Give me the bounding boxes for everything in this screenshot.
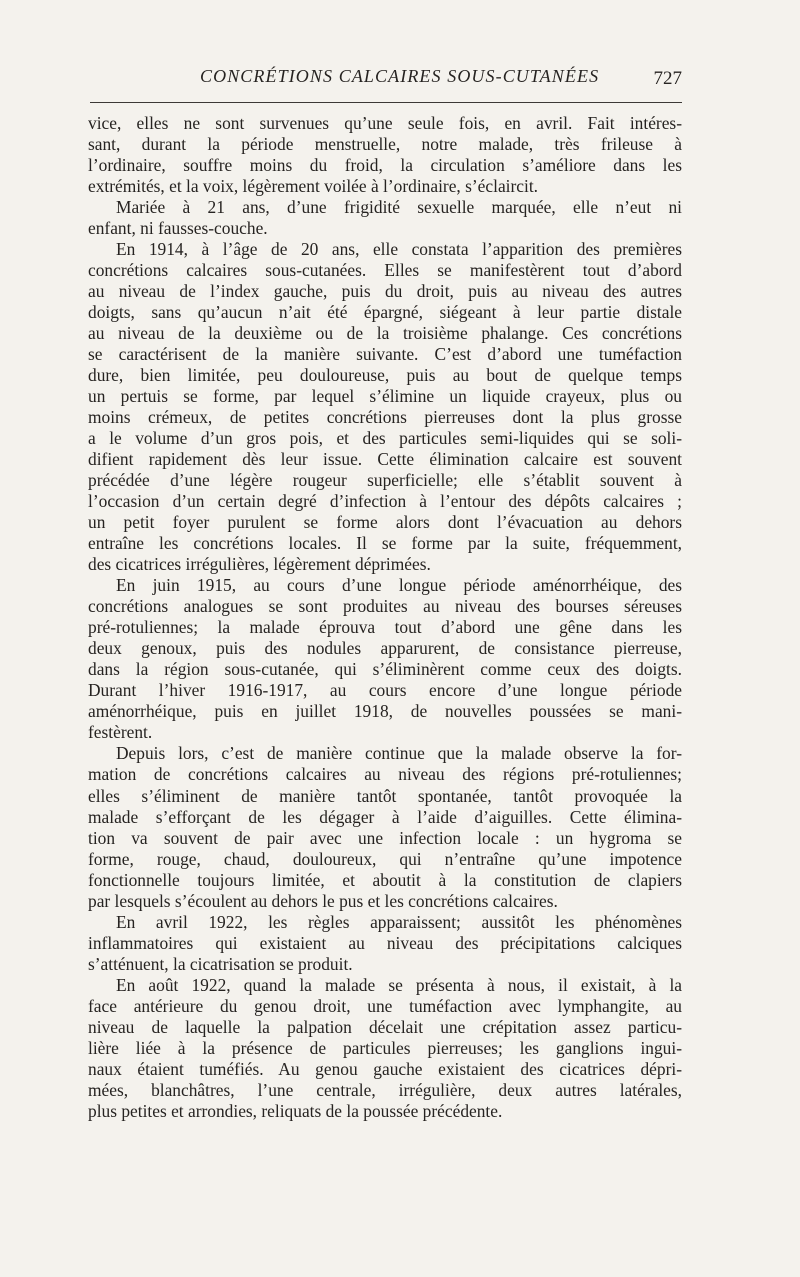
text-line: au niveau de l’index gauche, puis du droit, puis au niveau des autres xyxy=(88,281,682,302)
text-line: au niveau de la deuxième ou de la troisième phalange. Ces concrétions xyxy=(88,323,682,344)
text-line: extrémités, et la voix, légèrement voilée à l’ordinaire, s’éclaircit. xyxy=(88,176,539,197)
text-line: difient rapidement dès leur issue. Cette élimination calcaire est souvent xyxy=(88,449,682,470)
text-line: niveau de laquelle la palpation décelait une crépitation assez particu- xyxy=(88,1016,682,1037)
text-line: doigts, sans qu’aucun n’ait été épargné, siégeant à leur partie distale xyxy=(88,302,682,323)
text-line: tion va souvent de pair avec une infection locale : un hygroma se xyxy=(88,827,682,848)
text-line: par lesquels s’écoulent au dehors le pus et les concrétions calcaires. xyxy=(88,890,558,911)
text-line: sant, durant la période menstruelle, notre malade, très frileuse à xyxy=(88,134,682,155)
text-line: Durant l’hiver 1916-1917, au cours encore d’une longue période xyxy=(88,680,682,701)
text-line: Depuis lors, c’est de manière continue que la malade observe la for- xyxy=(116,743,682,764)
text-line: naux étaient tuméfiés. Au genou gauche existaient des cicatrices dépri- xyxy=(88,1058,682,1079)
text-line: inflammatoires qui existaient au niveau des précipitations calciques xyxy=(88,932,682,953)
text-line: un petit foyer purulent se forme alors dont l’évacuation au dehors xyxy=(88,512,682,533)
text-line: se caractérisent de la manière suivante. C’est d’abord une tuméfaction xyxy=(88,344,682,365)
text-line: En 1914, à l’âge de 20 ans, elle constata l’apparition des premières xyxy=(116,239,682,260)
text-line: l’ordinaire, souffre moins du froid, la circulation s’améliore dans les xyxy=(88,155,682,176)
text-line: a le volume d’un gros pois, et des particules semi-liquides qui se soli- xyxy=(88,428,682,449)
text-line: dure, bien limitée, peu douloureuse, puis au bout de quelque temps xyxy=(88,365,682,386)
text-line: mées, blanchâtres, l’une centrale, irrégulière, deux autres latérales, xyxy=(88,1079,682,1100)
text-line: En août 1922, quand la malade se présenta à nous, il existait, à la xyxy=(116,974,682,995)
text-line: deux genoux, puis des nodules apparurent, de consistance pierreuse, xyxy=(88,638,682,659)
text-line: fonctionnelle toujours limitée, et aboutit à la constitution de clapiers xyxy=(88,869,682,890)
text-line: face antérieure du genou droit, une tuméfaction avec lymphangite, au xyxy=(88,995,682,1016)
text-line: Mariée à 21 ans, d’une frigidité sexuelle marquée, elle n’eut ni xyxy=(116,197,682,218)
header-rule xyxy=(90,102,682,103)
running-title: CONCRÉTIONS CALCAIRES SOUS-CUTANÉES xyxy=(200,66,600,86)
page-header xyxy=(90,62,682,96)
text-line: mation de concrétions calcaires au niveau des régions pré-rotuliennes; xyxy=(88,764,682,785)
text-line: entraîne les concrétions locales. Il se forme par la suite, fréquemment, xyxy=(88,533,682,554)
text-line: lière liée à la présence de particules pierreuses; les ganglions ingui- xyxy=(88,1037,682,1058)
text-line: l’occasion d’un certain degré d’infection à l’entour des dépôts calcaires ; xyxy=(88,491,682,512)
text-line: enfant, ni fausses-couche. xyxy=(88,218,268,239)
text-line: dans la région sous-cutanée, qui s’éliminèrent comme ceux des doigts. xyxy=(88,659,682,680)
text-line: concrétions analogues se sont produites au niveau des bourses séreuses xyxy=(88,596,682,617)
text-line: aménorrhéique, puis en juillet 1918, de nouvelles poussées se mani- xyxy=(88,701,682,722)
text-line: En avril 1922, les règles apparaissent; aussitôt les phénomènes xyxy=(116,911,682,932)
text-line: festèrent. xyxy=(88,722,153,743)
text-line: des cicatrices irrégulières, légèrement déprimées. xyxy=(88,554,431,575)
body-text xyxy=(88,113,682,1122)
text-line: malade s’efforçant de les dégager à l’aide d’aiguilles. Cette élimina- xyxy=(88,806,682,827)
text-line: un pertuis se forme, par lequel s’élimine un liquide crayeux, plus ou xyxy=(88,386,682,407)
text-line: plus petites et arrondies, reliquats de la poussée précédente. xyxy=(88,1100,503,1121)
text-line: elles s’éliminent de manière tantôt spontanée, tantôt provoquée la xyxy=(88,785,682,806)
text-line: précédée d’une légère rougeur superficielle; elle s’établit souvent à xyxy=(88,470,682,491)
text-line: s’atténuent, la cicatrisation se produit. xyxy=(88,953,353,974)
text-line: pré-rotuliennes; la malade éprouva tout d’abord une gêne dans les xyxy=(88,617,682,638)
text-line: En juin 1915, au cours d’une longue période aménorrhéique, des xyxy=(116,575,682,596)
page-number: 727 xyxy=(653,68,682,89)
text-line: moins crémeux, de petites concrétions pierreuses dont la plus grosse xyxy=(88,407,682,428)
text-line: forme, rouge, chaud, douloureux, qui n’entraîne qu’une impotence xyxy=(88,848,682,869)
text-line: vice, elles ne sont survenues qu’une seule fois, en avril. Fait intéres- xyxy=(88,113,682,133)
text-line: concrétions calcaires sous-cutanées. Elles se manifestèrent tout d’abord xyxy=(88,260,682,281)
